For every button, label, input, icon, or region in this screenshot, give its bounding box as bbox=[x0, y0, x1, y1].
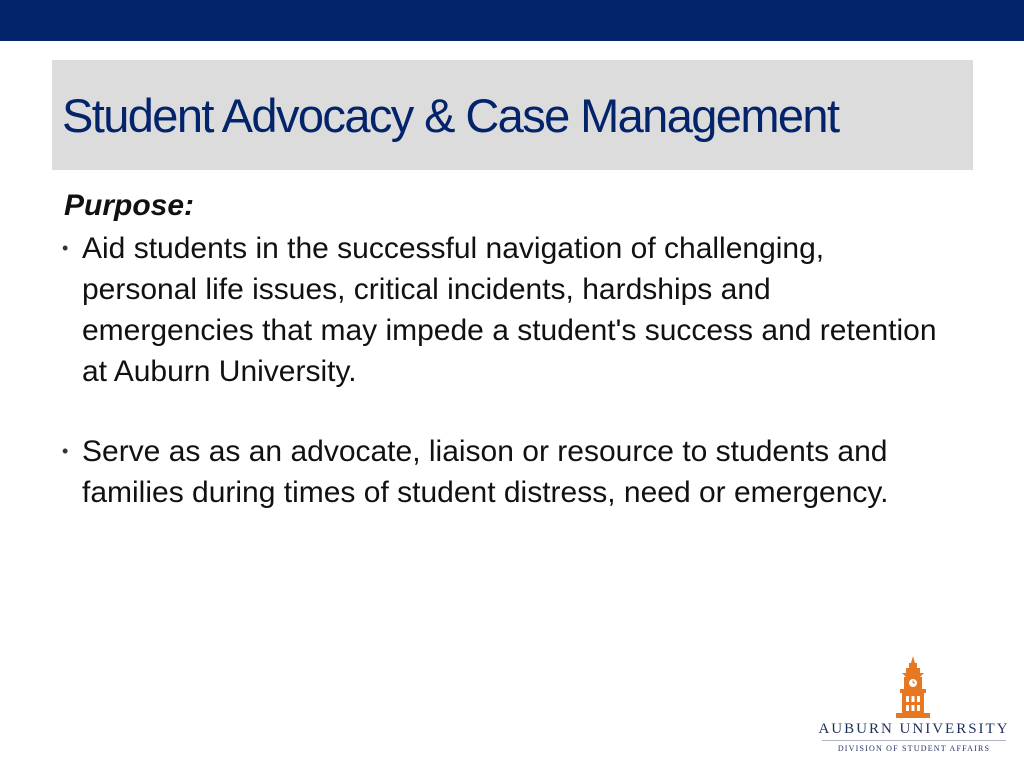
logo-divider bbox=[822, 740, 1006, 741]
bullet-marker: • bbox=[62, 238, 69, 258]
auburn-logo bbox=[818, 656, 1010, 760]
bullet-item bbox=[62, 228, 942, 392]
bullet-text: Aid students in the successful navigation of challenging, personal life issues, critical incidents, hardships and emergencies that may impede a student's success and retention at Auburn University. bbox=[82, 232, 937, 388]
logo-name: AUBURN UNIVERSITY bbox=[818, 721, 1010, 737]
bullet-marker: • bbox=[62, 441, 69, 461]
logo-subtitle: DIVISION OF STUDENT AFFAIRS bbox=[837, 744, 991, 753]
bullet-item bbox=[62, 431, 942, 513]
purpose-label: Purpose: bbox=[64, 189, 195, 222]
slide-title: Student Advocacy & Case Management bbox=[62, 89, 839, 142]
clock-tower-icon bbox=[892, 656, 934, 718]
bullet-text: Serve as as an advocate, liaison or resource to students and families during times of student distress, need or emergency. bbox=[82, 435, 889, 509]
bullet-list bbox=[62, 228, 942, 513]
top-header-bar bbox=[0, 0, 1024, 41]
slide-content bbox=[62, 186, 942, 513]
